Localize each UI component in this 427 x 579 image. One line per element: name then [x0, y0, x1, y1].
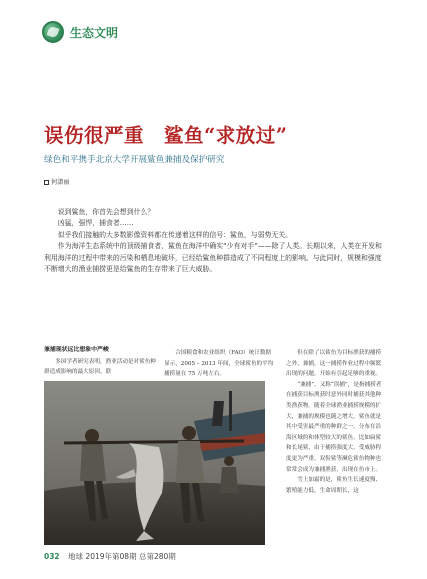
photo-illustration: [44, 381, 265, 545]
section-label: 生态文明: [70, 25, 119, 40]
author-box-icon: [44, 180, 49, 185]
body-paragraph: 合国粮食和农业组织（FAO）统计数据显示，2005 – 2013 年间，全球鲨鱼的平均捕捞量在 75 万吨左右。: [164, 350, 274, 378]
intro-paragraph: 说到鲨鱼，你首先会想到什么？: [57, 208, 155, 216]
magazine-name: 地球: [68, 552, 84, 561]
author-line: [44, 177, 70, 186]
article-subtitle: 绿色和平携手北京大学开展鲨鱼兼捕及保护研究: [44, 155, 225, 165]
intro-paragraph: 凶猛，强悍，捕食者……: [57, 219, 134, 228]
article-title: 误伤很严重 鲨鱼“求放过”: [44, 124, 288, 147]
author-name: 何潇丽: [51, 179, 70, 186]
intro-paragraph: 作为海洋生态系统中的顶级捕食者，鲨鱼在海洋中确实“少有对手”——除了人类。长期以来，人类在开发和利用海洋的过程中带来的污染和栖息地破坏，已经给鲨鱼种群造成了不同程度上的影响。与此同时，规模和强度不断增大的渔业捕捞更是给鲨鱼的生存带来了巨大威胁。: [44, 242, 382, 274]
body-paragraph: “兼捕”，又称“误捕”，是指捕捞者在捕获目标渔获时意外同时捕获其他种类渔获物。随着全球渔业捕捞规模的扩大，兼捕的规模也随之增大，鲨鱼就是其中受害最严重的种群之一。分布在沿海区域的和体型较大的鲨鱼，比如扁鲨和长尾鲨，由于捕捞强度大、受威胁程度更为严重。双髻鲨等濒危鲨鱼物种也常常会成为兼捕渔获，出现在鱼市上。: [286, 381, 382, 473]
body-paragraph: 但在除了以鲨鱼为目标渔获的捕捞之外，兼捕，这一捕捞作业过程中频繁出现的问题，开始有引起足够的重视。: [286, 350, 382, 378]
column-3: [286, 348, 386, 496]
leaf-globe-icon: [42, 21, 64, 43]
column-1: [44, 345, 156, 378]
issue-number: 2019年第08期: [85, 552, 137, 561]
intro-paragraph: 似乎我们接触的大多数影像资料都在传递着这样的信号：鲨鱼，与弱势无关。: [57, 230, 293, 239]
body-paragraph: 雪上加霜的是，鲨鱼生长速度慢、繁殖能力低、生命周期长，这: [286, 477, 382, 494]
page-footer: [44, 551, 176, 562]
intro-text: [44, 207, 384, 275]
body-paragraph: 多国学者研究表明，渔业活动是对鲨鱼种群造成影响的最大原因。联: [44, 358, 156, 376]
section-subhead: 兼捕现状远比想象中严峻: [44, 347, 109, 353]
total-issue: 总第280期: [138, 552, 176, 561]
fishermen-shark-photo: [44, 381, 265, 545]
page-number: 032: [44, 552, 60, 561]
column-2: [164, 348, 276, 380]
section-header: [42, 20, 118, 44]
